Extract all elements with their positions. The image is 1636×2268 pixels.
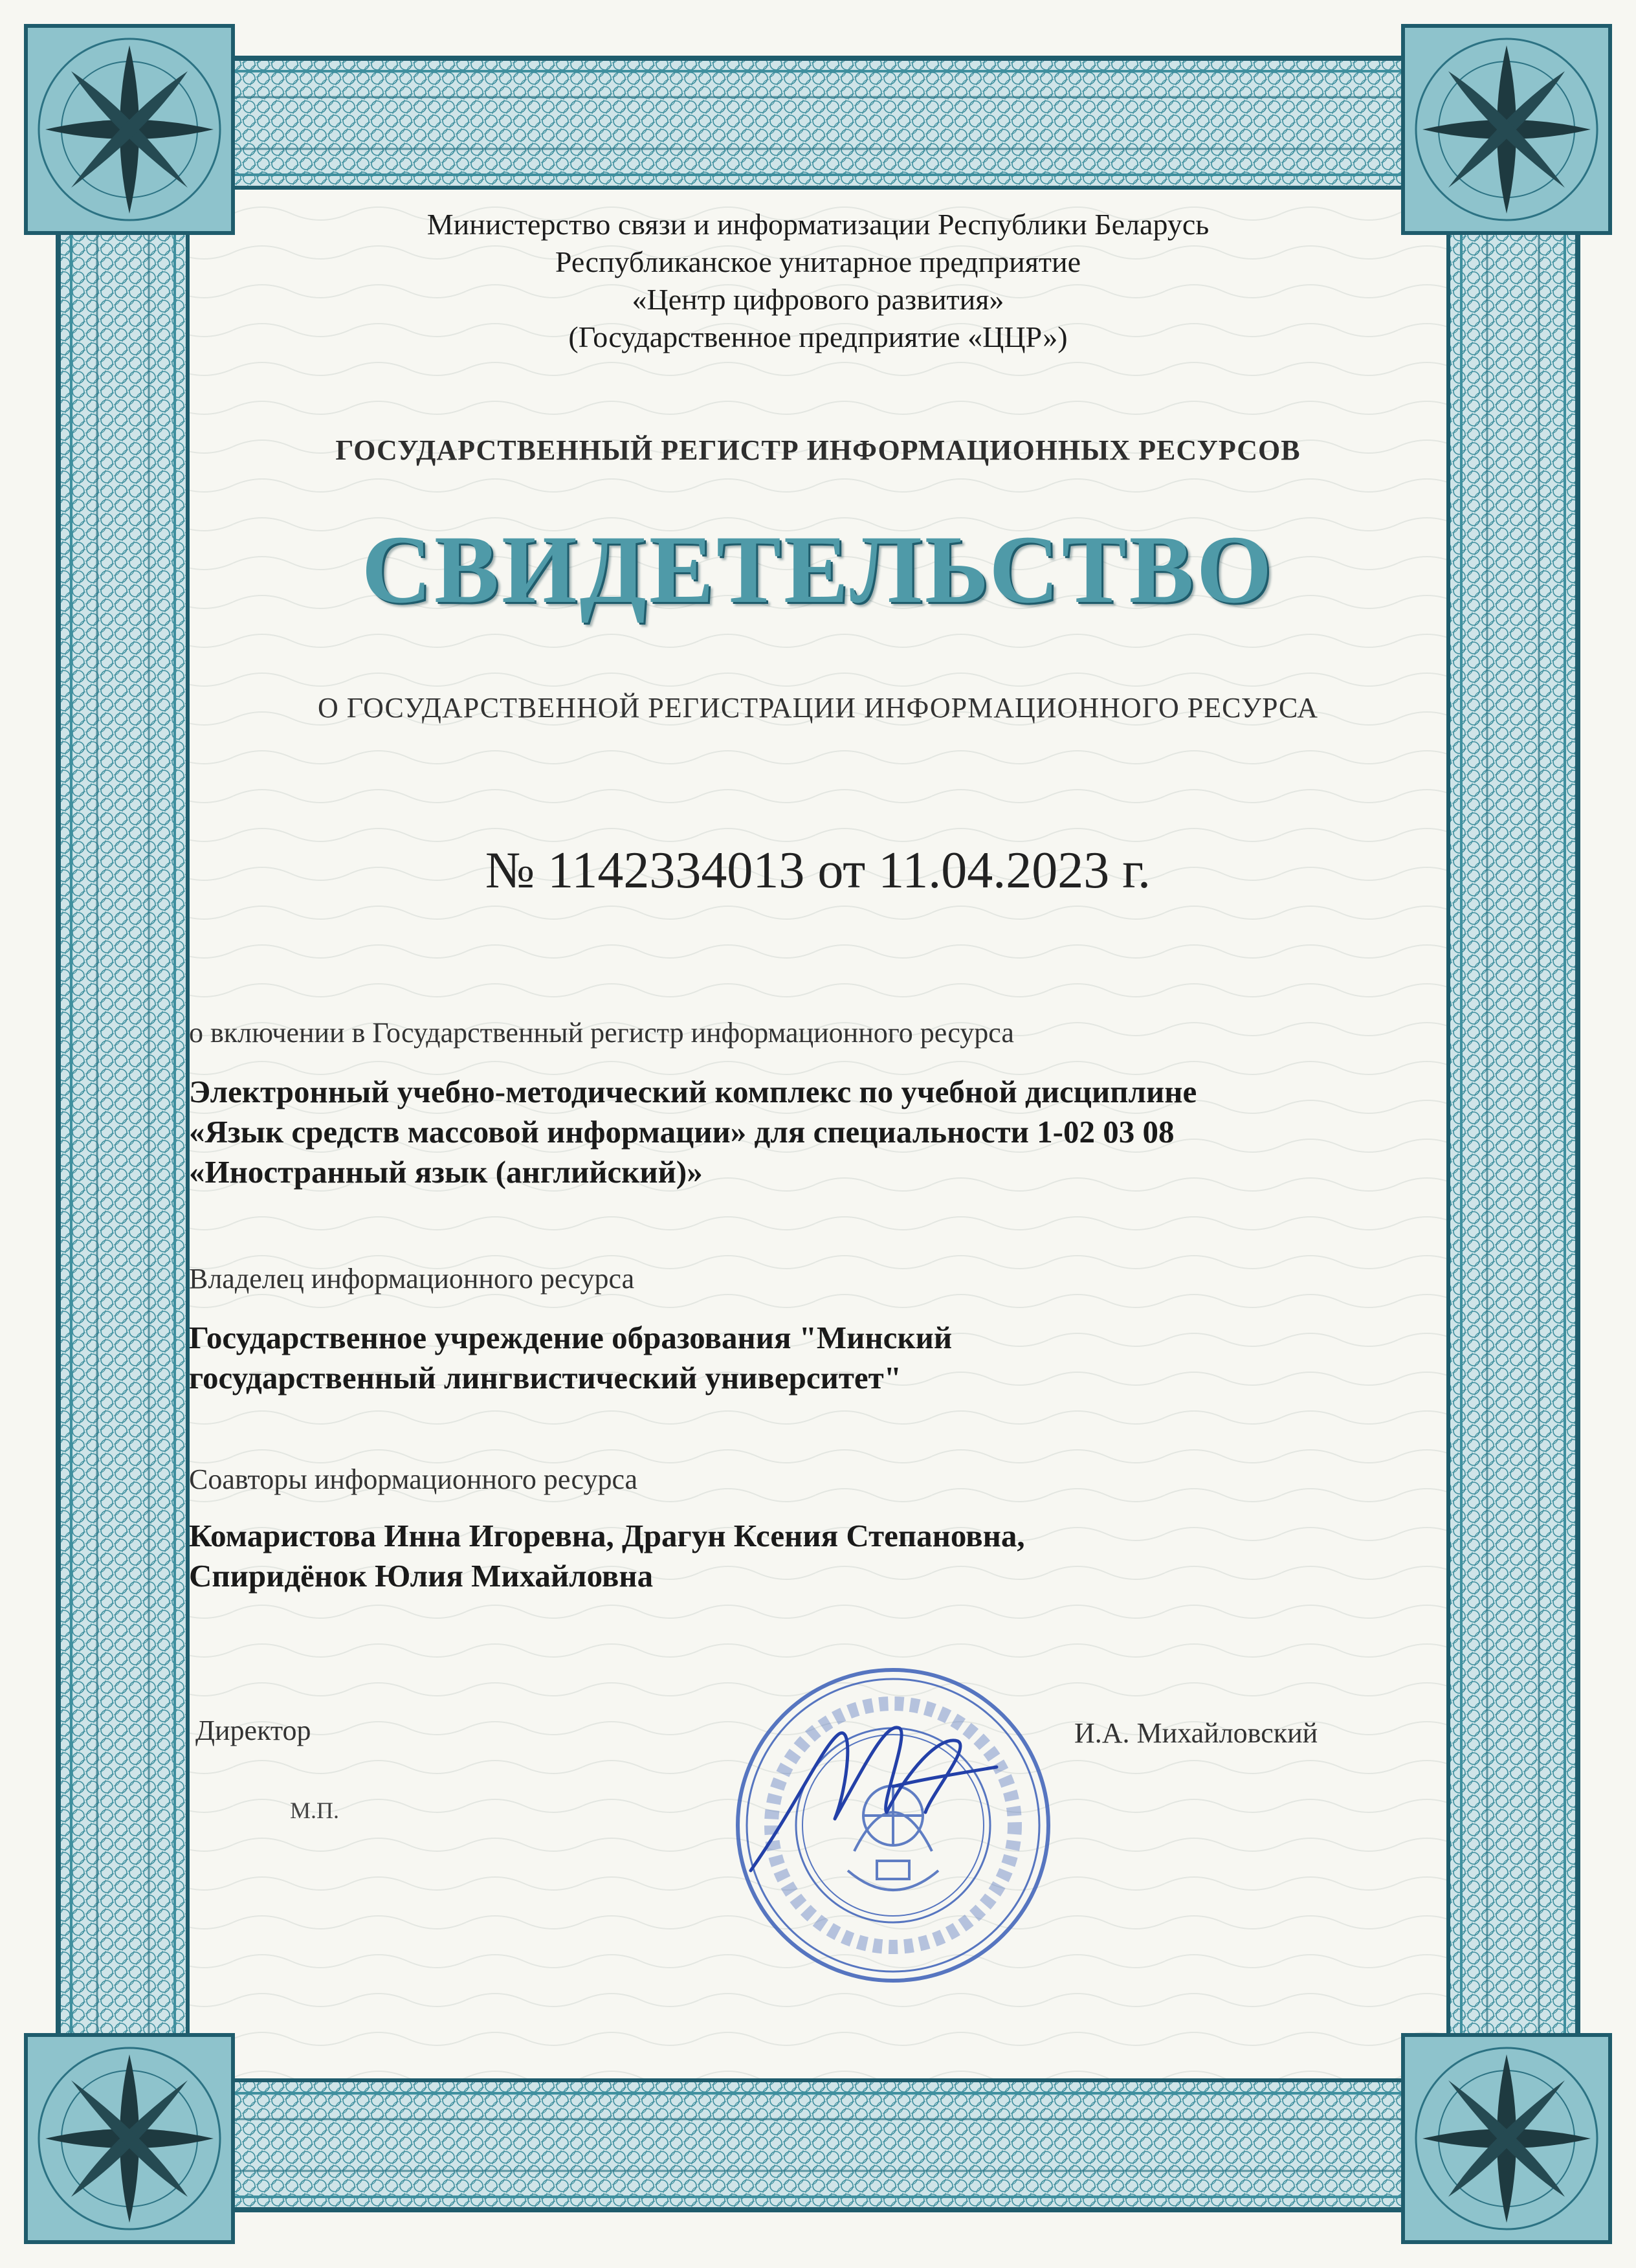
- coauthors-line: Комаристова Инна Игоревна, Драгун Ксения Степановна,: [189, 1518, 1025, 1553]
- certificate-subtitle: О ГОСУДАРСТВЕННОЙ РЕГИСТРАЦИИ ИНФОРМАЦИОННОГО РЕСУРСА: [318, 692, 1318, 724]
- resource-name: [189, 1072, 1197, 1192]
- certificate-title: СВИДЕТЕЛЬСТВО: [361, 516, 1275, 623]
- official-stamp: [725, 1657, 1061, 1994]
- ministry-name: Министерство связи и информатизации Республики Беларусь: [426, 208, 1210, 241]
- director-name: И.А. Михайловский: [1074, 1717, 1318, 1749]
- coauthors-line: Спиридёнок Юлия Михайловна: [189, 1558, 654, 1594]
- register-title: ГОСУДАРСТВЕННЫЙ РЕГИСТР ИНФОРМАЦИОННЫХ РЕСУРСОВ: [335, 434, 1301, 466]
- owner-name: [189, 1318, 952, 1398]
- inclusion-label: о включении в Государственный регистр информационного ресурса: [189, 1017, 1014, 1049]
- coauthors-names: [189, 1516, 1025, 1596]
- coauthors-label: Соавторы информационного ресурса: [189, 1463, 638, 1495]
- owner-name-line: государственный лингвистический университет": [189, 1360, 901, 1395]
- owner-label: Владелец информационного ресурса: [189, 1263, 635, 1295]
- certificate-number: № 1142334013 от 11.04.2023 г.: [485, 842, 1151, 899]
- enterprise-name: «Центр цифрового развития»: [632, 283, 1004, 316]
- stamp-place-label: М.П.: [290, 1797, 340, 1823]
- owner-name-line: Государственное учреждение образования "Минский: [189, 1320, 953, 1355]
- resource-name-line: Электронный учебно-методический комплекс по учебной дисциплине: [189, 1074, 1197, 1109]
- enterprise-short-name: (Государственное предприятие «ЦЦР»): [568, 320, 1068, 353]
- resource-name-line: «Иностранный язык (английский)»: [189, 1154, 703, 1190]
- issuer-block: [194, 206, 1442, 356]
- resource-name-line: «Язык средств массовой информации» для специальности 1-02 03 08: [189, 1114, 1175, 1150]
- enterprise-type: Республиканское унитарное предприятие: [555, 245, 1081, 278]
- director-title: Директор: [195, 1715, 311, 1746]
